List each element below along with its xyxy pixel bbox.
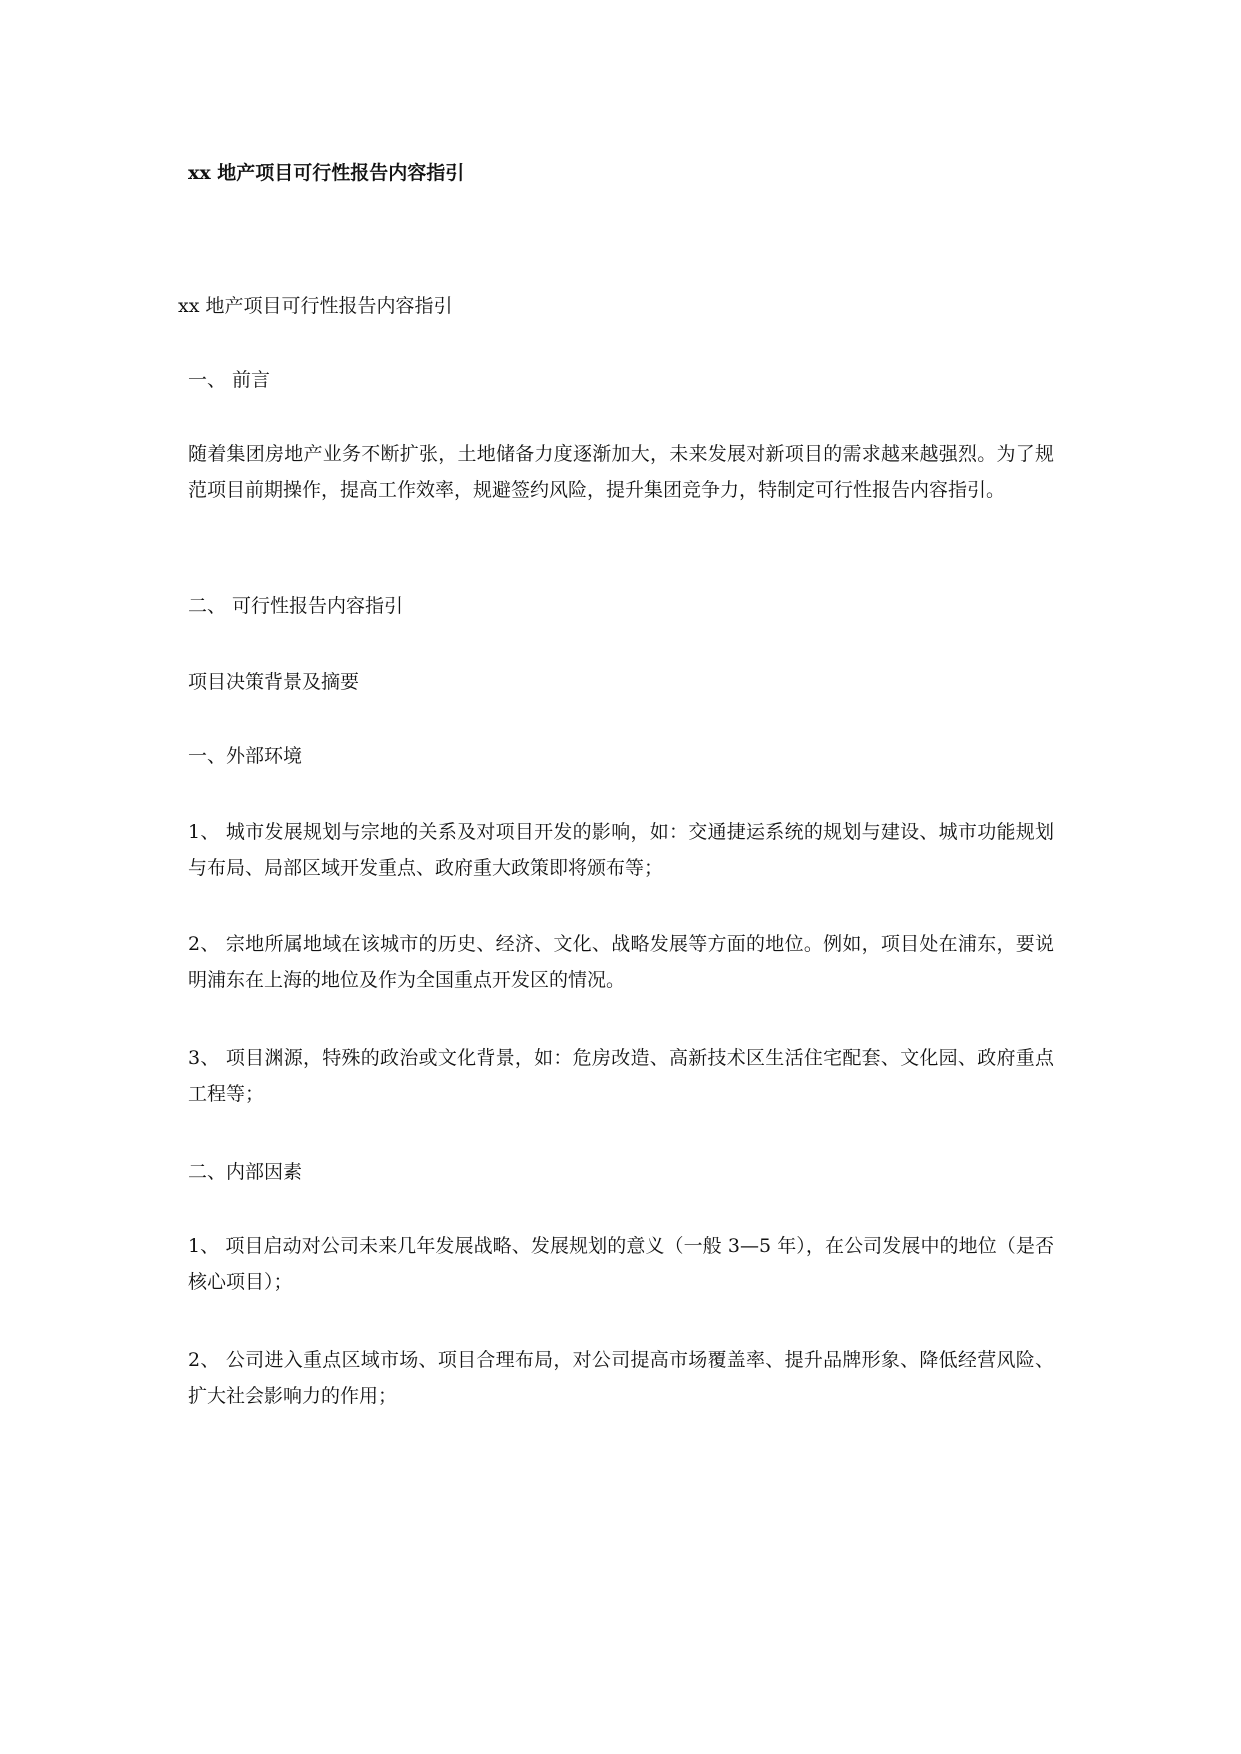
list-item: 3、 项目渊源，特殊的政治或文化背景，如：危房改造、高新技术区生活住宅配套、文化园、政府重点工程等； [188,1047,1054,1105]
document-title: xx 地产项目可行性报告内容指引 [188,162,465,184]
subsection-heading-internal: 二、内部因素 [188,1161,303,1183]
list-item: 2、 公司进入重点区域市场、项目合理布局，对公司提高市场覆盖率、提升品牌形象、降低经营风险、扩大社会影响力的作用； [188,1349,1054,1407]
list-item: 2、 宗地所属地域在该城市的历史、经济、文化、战略发展等方面的地位。例如，项目处在浦东，要说明浦东在上海的地位及作为全国重点开发区的情况。 [188,933,1054,991]
list-item: 1、 项目启动对公司未来几年发展战略、发展规划的意义（一般 3—5 年），在公司发展中的地位（是否核心项目）； [188,1235,1054,1293]
section-heading-guide: 二、 可行性报告内容指引 [188,595,404,617]
list-item: 1、 城市发展规划与宗地的关系及对项目开发的影响，如：交通捷运系统的规划与建设、城市功能规划与布局、局部区域开发重点、政府重大政策即将颁布等； [188,821,1054,879]
document-subtitle: xx 地产项目可行性报告内容指引 [178,295,453,317]
section-heading-preface: 一、 前言 [188,369,271,391]
subsection-heading-decision-background: 项目决策背景及摘要 [188,671,360,693]
subsection-heading-external: 一、外部环境 [188,745,303,767]
intro-paragraph: 随着集团房地产业务不断扩张，土地储备力度逐渐加大，未来发展对新项目的需求越来越强烈。为了规范项目前期操作，提高工作效率，规避签约风险，提升集团竞争力，特制定可行性报告内容指引。 [188,443,1054,501]
